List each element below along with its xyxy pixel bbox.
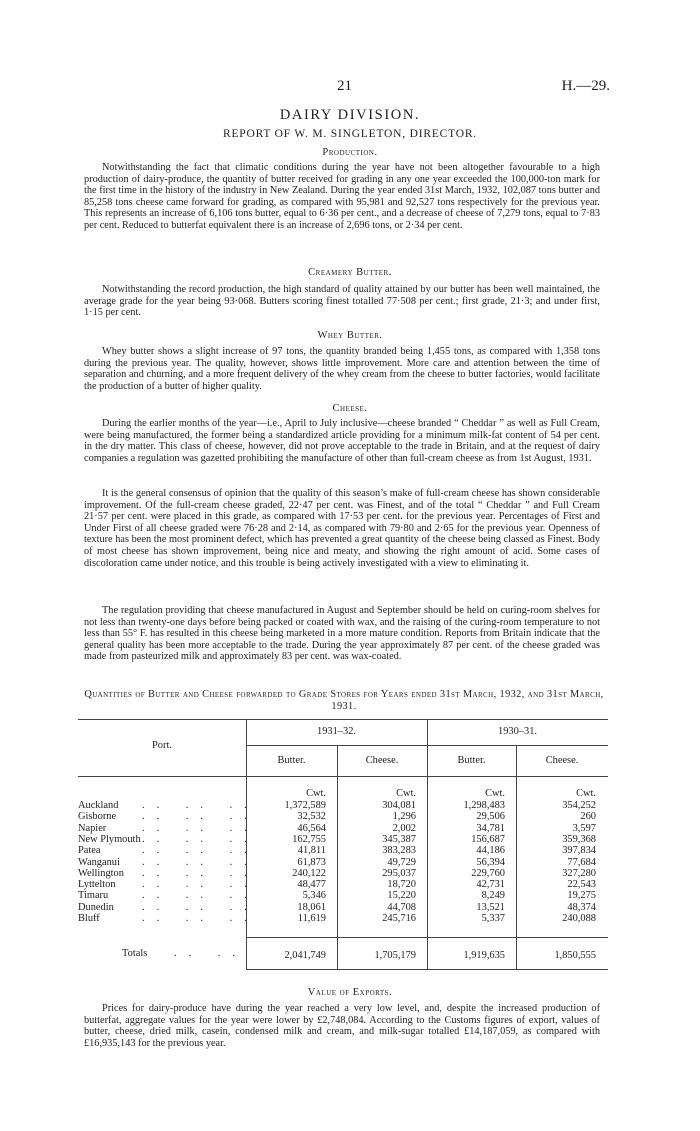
port-name: Auckland: [78, 800, 119, 811]
year-header: 1931–32.: [317, 726, 356, 737]
table-rule: [78, 776, 608, 777]
unit-label: Cwt.: [485, 788, 505, 799]
total-cell: 1,919,635: [463, 950, 505, 961]
table-cell: 2,002: [392, 822, 416, 834]
leader-dots: .. .. ..: [142, 879, 259, 891]
port-name: New Plymouth: [78, 833, 141, 845]
leader-dots: .. .. ..: [142, 856, 259, 868]
leader-dots: .. .. ..: [142, 890, 259, 902]
port-name: Wanganui: [78, 856, 120, 868]
paragraph-value-of-exports: Prices for dairy-produce have during the year reached a very low level, and, despite the increased production of butterfat, aggregate values for the year were lower by £2,748,084. According to the Customs figures of export, values of butter, cheese, dried milk, casein, condensed milk and cream, and milk-sugar totalled £14,187,059, as compared with £16,935,143 for the previous year.: [84, 1003, 600, 1049]
table-cell: 295,037: [382, 867, 416, 879]
table-cell: 345,387: [382, 833, 416, 845]
table-cell: 61,873: [297, 856, 326, 868]
page-number: 21: [337, 78, 352, 94]
table-cell: 15,220: [387, 890, 416, 902]
table-cell: 5,346: [302, 890, 326, 902]
table-cell: 1,296: [392, 811, 416, 823]
table-cell: 245,716: [382, 913, 416, 924]
totals-label: Totals: [122, 948, 148, 959]
paragraph-whey-butter: Whey butter shows a slight increase of 97 tons, the quantity branded being 1,455 tons, as compared with 1,358 tons during the previous year. The quality, however, shows little improvement. More care and attention between the time of separation and churning, and a more frequent delivery of the whey cream from the cheese to butter factories, would facilitate the production of a butter of higher quality.: [84, 346, 600, 392]
paragraph-cheese-2: It is the general consensus of opinion that the quality of this season’s make of full-cream cheese has shown considerable improvement. Of the full-cream cheese graded, 22·47 per cent. was Finest, and of the total “ Cheddar ” and Full Cream 21·57 per cent. were placed in this grade, as compared with 17·53 per cent. for the previous year. Percentages of First and Under First of all cheese graded were 76·28 and 2·14, as compared with 79·80 and 2·65 for the previous year. Openness of texture has been the most prominent defect, which has prevented a great quantity of the cheese being classed as Finest. Body of most cheese has shown improvement, being nice and meaty, and showing the right amount of acid. Some cases of discoloration came under notice, and this trouble is being actively investigated with a view to eliminating it.: [84, 488, 600, 569]
leader-dots: .. .. ..: [142, 901, 259, 913]
leader-dots: .. .. ..: [142, 867, 259, 879]
heading-whey-butter: Whey Butter.: [317, 330, 383, 341]
unit-label: Cwt.: [306, 788, 326, 799]
total-cell: 1,705,179: [374, 950, 416, 961]
leader-dots: .. .. ..: [142, 800, 259, 811]
table-cell: 18,061: [297, 901, 326, 913]
totals-rule: [246, 937, 608, 938]
table-cell: 397,834: [562, 845, 596, 857]
table-cell: 48,374: [567, 901, 596, 913]
heading-cheese: Cheese.: [332, 403, 368, 414]
leader-dots: .. .. ..: [142, 845, 259, 857]
column-header: Cheese.: [545, 755, 579, 766]
unit-label: Cwt.: [396, 788, 416, 799]
table-cell: 8,249: [481, 890, 505, 902]
column-header: Butter.: [457, 755, 486, 766]
column-header: Cheese.: [365, 755, 399, 766]
table-cell: 42,731: [476, 879, 505, 891]
leader-dots: .. .. ..: [142, 913, 259, 924]
paragraph-cheese-1: During the earlier months of the year—i.e., April to July inclusive—cheese branded “ Cheddar ” as well as Full Cream, were being manufactured, the former being a standardized article providing for a minimum milk-fat content of 54 per cent. in the dry matter. This class of cheese, however, did not prove acceptable to the trade in Britain, and at the request of dairy companies a regulation was gazetted prohibiting the manufacture of other than full-cream cheese as from 1st August, 1931.: [84, 418, 600, 464]
column-header: Butter.: [277, 755, 306, 766]
port-name: Napier: [78, 822, 107, 834]
table-cell: 77,684: [567, 856, 596, 868]
port-name: Wellington: [78, 867, 124, 879]
bottom-rule: [246, 969, 608, 970]
port-name: Timaru: [78, 890, 109, 902]
table-cell: 13,521: [476, 901, 505, 913]
table-cell: 1,372,589: [284, 800, 326, 811]
table-cell: 11,619: [297, 913, 326, 924]
table-caption: Quantities of Butter and Cheese forwarded to Grade Stores for Years ended 31st March, 1932, and 31st March, 1931.: [84, 689, 604, 712]
table-cell: 240,122: [292, 867, 326, 879]
table-cell: 32,532: [297, 811, 326, 823]
table-cell: 354,252: [562, 800, 596, 811]
leader-dots: .. .. ..: [142, 822, 259, 834]
port-name: Dunedin: [78, 901, 114, 913]
table-cell: 22,543: [567, 879, 596, 891]
heading-creamery-butter: Creamery Butter.: [308, 267, 392, 278]
table-cell: 383,283: [382, 845, 416, 857]
table-cell: 44,708: [387, 901, 416, 913]
table-cell: 48,477: [297, 879, 326, 891]
table-cell: 304,081: [382, 800, 416, 811]
leader-dots: .. .. ..: [142, 811, 259, 823]
port-name: Lyttelton: [78, 879, 116, 891]
port-column-header: Port.: [152, 740, 172, 751]
total-cell: 2,041,749: [284, 950, 326, 961]
division-title: DAIRY DIVISION.: [279, 107, 421, 123]
heading-production: Production.: [322, 147, 378, 158]
table-cell: 156,687: [471, 833, 505, 845]
table-cell: 359,368: [562, 833, 596, 845]
total-cell: 1,850,555: [554, 950, 596, 961]
port-name: Gisborne: [78, 811, 117, 823]
paragraph-creamery-butter: Notwithstanding the record production, the high standard of quality attained by our butter has been well maintained, the average grade for the year being 93·068. Butters scoring finest totalled 77·508 per cent.; first grade, 21·3; and under first, 1·15 per cent.: [84, 284, 600, 319]
paragraph-production: Notwithstanding the fact that climatic conditions during the year have not been altogether favourable to a high production of dairy-produce, the quantity of butter received for grading in any one year exceeded the 100,000-ton mark for the first time in the history of the industry in New Zealand. During the year ended 31st March, 1932, 102,087 tons butter and 85,258 tons cheese came forward for grading, as compared with 95,981 and 92,527 tons respectively for the previous year. This represents an increase of 6,106 tons butter, equal to 6·36 per cent., and a decrease of cheese of 7,279 tons, equal to 7·83 per cent. Reduced to butterfat equivalent there is an increase of 2,696 tons, or 2·34 per cent.: [84, 162, 600, 231]
table-cell: 3,597: [572, 822, 596, 834]
year-header: 1930–31.: [498, 726, 537, 737]
table-cell: 46,564: [297, 822, 326, 834]
report-subtitle: REPORT OF W. M. SINGLETON, DIRECTOR.: [223, 128, 477, 140]
table-cell: 18,720: [387, 879, 416, 891]
table-cell: 5,337: [481, 913, 505, 924]
table-cell: 162,755: [292, 833, 326, 845]
port-name: Bluff: [78, 913, 100, 924]
table-cell: 56,394: [476, 856, 505, 868]
table-cell: 44,186: [476, 845, 505, 857]
table-cell: 49,729: [387, 856, 416, 868]
leader-dots: .. ..: [174, 948, 247, 959]
table-cell: 29,506: [476, 811, 505, 823]
paragraph-cheese-3: The regulation providing that cheese manufactured in August and September should be held on curing-room shelves for not less than twenty-one days before being packed or coated with wax, and the raising of the curing-room temperature to not less than 55° F. has resulted in this cheese being marketed in a more mature condition. Reports from Britain indicate that the general quality has been more acceptable to the trade. During the year approximately 87 per cent. of the cheese graded was made from pasteurized milk and approximately 83 per cent. was wax-coated.: [84, 605, 600, 663]
unit-label: Cwt.: [576, 788, 596, 799]
port-name: Patea: [78, 845, 101, 857]
table-cell: 327,280: [562, 867, 596, 879]
table-cell: 240,088: [562, 913, 596, 924]
document-reference: H.—29.: [561, 78, 610, 94]
table-rule: [246, 745, 608, 746]
table-cell: 41,811: [297, 845, 326, 857]
table-cell: 1,298,483: [463, 800, 505, 811]
table-cell: 19,275: [567, 890, 596, 902]
table-top-rule: [78, 719, 608, 720]
table-cell: 229,760: [471, 867, 505, 879]
heading-value-of-exports: Value of Exports.: [307, 987, 393, 998]
table-cell: 260: [580, 811, 596, 823]
table-cell: 34,781: [476, 822, 505, 834]
leader-dots: .. .. ..: [142, 833, 259, 845]
